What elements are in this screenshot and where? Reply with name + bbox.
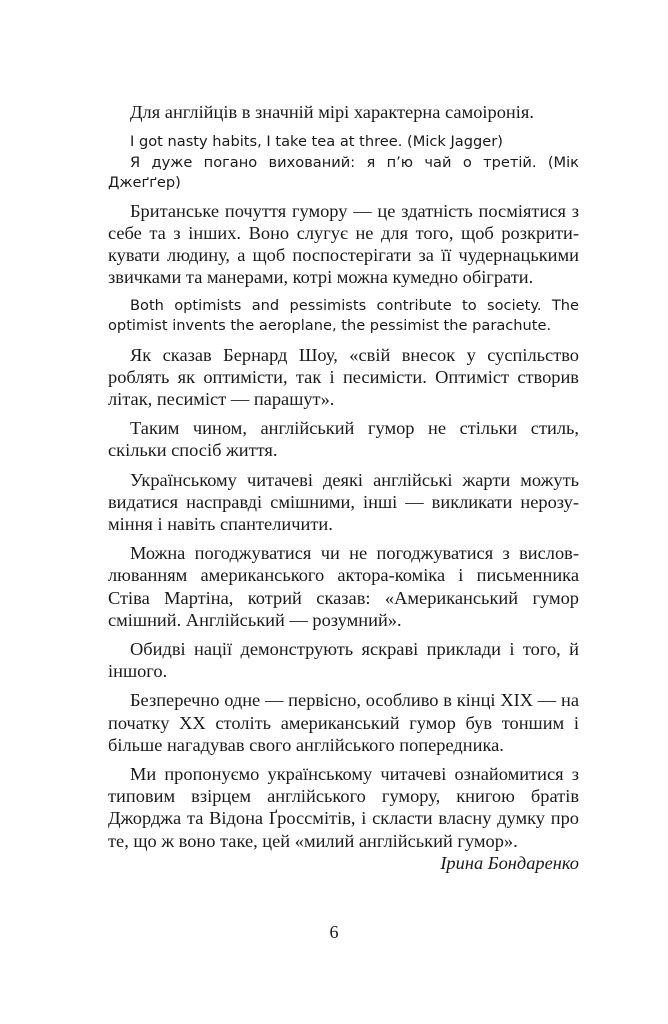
paragraph-american-humour: Безперечно одне — первісно, особливо в кінці XIX — на початку XX століть американський гумор був тоншим і більше нагадував свого англійського попередника.: [108, 690, 579, 755]
page-number: 6: [329, 922, 339, 942]
paragraph-steve-martin: Можна погоджуватися чи не погоджуватися з висловлюванням американського актора-коміка і письменника Стіва Мартіна, котрий сказав: «Американський гумор смішний. Англійський — розумний».: [108, 543, 579, 630]
quote-english-jagger: I got nasty habits, I take tea at three. (Mick Jagger): [130, 133, 503, 151]
paragraph-self-irony: Для англійців в значній мірі характерна самоіронія.: [130, 102, 534, 122]
quote-english-optimists: Both optimists and pessimists contribute to society. The optimist invents the aeroplane, the pessimist the parachute.: [108, 296, 579, 335]
author-signature: Ірина Бондаренко: [440, 852, 579, 873]
paragraph-british-humour: Британське почуття гумору — це здатність посміятися з себе та з інших. Воно слугує не для того, щоб розкритикувати людину, а щоб поспостерігати за її чудернацькими звичками та манерами, котрі можна кумедно обіграти.: [108, 200, 579, 288]
paragraph-bernard-shaw: Як сказав Бернард Шоу, «свій внесок у суспільство роблять як оптимісти, так і песимісти. Оптиміст створив літак, песиміст — парашут».: [108, 344, 579, 409]
paragraph-invitation: Ми пропонуємо українському читачеві ознайомитися з типовим взірцем англійського гумору, книгою братів Джорджа та Відона Ґроссмітів, і скласти власну думку про те, що ж воно таке, цей «милий англійський гумор».: [108, 763, 579, 851]
paragraph-ukrainian-reader: Українському читачеві деякі англійські жарти можуть видатися насправді смішними, інші — викликати нерозуміння і навіть спантеличити.: [108, 469, 579, 534]
paragraph-both-nations: Обидві нації демонструють яскраві приклади і того, й іншого.: [108, 638, 579, 682]
paragraph-way-of-life: Таким чином, англійський гумор не стільки стиль, скільки спосіб життя.: [108, 418, 579, 461]
page-body: [108, 101, 579, 874]
quote-ukrainian-jagger: Я дуже погано вихований: я п’ю чай о третій. (Мік Джеґґер): [108, 153, 579, 192]
